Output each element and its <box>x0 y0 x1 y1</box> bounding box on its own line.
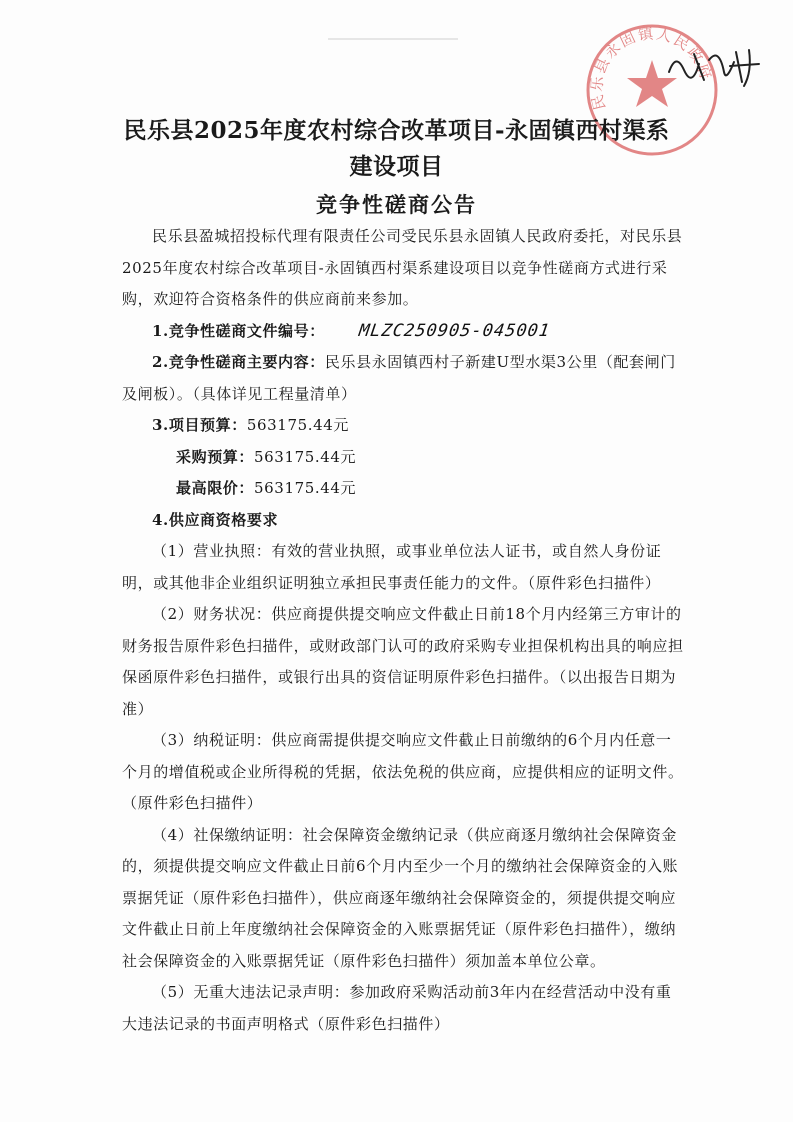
document-title-line1: 民乐县2025年度农村综合改革项目-永固镇西村渠系 <box>123 117 670 144</box>
seal-text: 民乐县永固镇人民政府 <box>587 24 716 112</box>
item-purchase-budget <box>122 442 687 474</box>
item-main-content-label: 2.竞争性磋商主要内容： <box>152 353 325 371</box>
item-budget-label: 3.项目预算： <box>152 416 247 434</box>
item-file-number-label: 1.竞争性磋商文件编号： <box>152 321 325 340</box>
document-body <box>122 221 687 1040</box>
document-subtitle: 竞争性磋商公告 <box>316 192 477 217</box>
item-max-price <box>122 473 687 505</box>
item-budget <box>122 410 687 442</box>
requirement-financial-status: （2）财务状况：供应商提供提交响应文件截止日前18个月内经第三方审计的财务报告原件彩色扫描件，或财政部门认可的政府采购专业担保机构出具的响应担保函原件彩色扫描件，或银行出具的资信证明原件彩色扫描件。（以出报告日期为准） <box>122 605 684 718</box>
item-main-content-value: 民乐县永固镇西村子新建U型水渠3公里（配套闸门及闸板）。（具体详见工程量清单） <box>122 353 676 403</box>
item-main-content <box>122 347 687 410</box>
scan-mark <box>328 38 458 40</box>
requirement-social-security: （4）社保缴纳证明：社会保障资金缴纳记录（供应商逐月缴纳社会保障资金的，须提供提交响应文件截止日前6个月内至少一个月的缴纳社会保障资金的入账票据凭证（原件彩色扫描件），供应商逐年缴纳社会保障资金的，须提供提交响应文件截止日前上年度缴纳社会保障资金的入账票据凭证（原件彩色扫描件），缴纳社会保障资金的入账票据凭证（原件彩色扫描件）须加盖本单位公章。 <box>122 825 679 970</box>
requirement-no-violation: （5）无重大违法记录声明：参加政府采购活动前3年内在经营活动中没有重大违法记录的书面声明格式（原件彩色扫描件） <box>122 983 672 1033</box>
item-file-number <box>122 316 687 348</box>
item-max-price-value: 563175.44元 <box>254 479 357 497</box>
item-file-number-value: MLZC250905-045001 <box>357 320 552 341</box>
item-purchase-budget-label: 采购预算： <box>176 447 255 466</box>
document-title-line2: 建设项目 <box>349 153 444 180</box>
item-budget-value: 563175.44元 <box>246 416 349 434</box>
requirement-business-license: （1）营业执照：有效的营业执照，或事业单位法人证书，或自然人身份证明，或其他非企业组织证明独立承担民事责任能力的文件。（原件彩色扫描件） <box>122 542 662 592</box>
handwritten-signature <box>664 42 764 92</box>
item-purchase-budget-value: 563175.44元 <box>254 447 357 466</box>
item-max-price-label: 最高限价： <box>176 479 255 497</box>
item-qualifications-heading: 4.供应商资格要求 <box>152 510 279 529</box>
requirement-tax-proof: （3）纳税证明：供应商需提供提交响应文件截止日前缴纳的6个月内任意一个月的增值税或企业所得税的凭据，依法免税的供应商，应提供相应的证明文件。（原件彩色扫描件） <box>122 731 684 812</box>
intro-paragraph: 民乐县盈城招投标代理有限责任公司受民乐县永固镇人民政府委托，对民乐县2025年度农村综合改革项目-永固镇西村渠系建设项目以竞争性磋商方式进行采购，欢迎符合资格条件的供应商前来参加。 <box>122 227 683 308</box>
